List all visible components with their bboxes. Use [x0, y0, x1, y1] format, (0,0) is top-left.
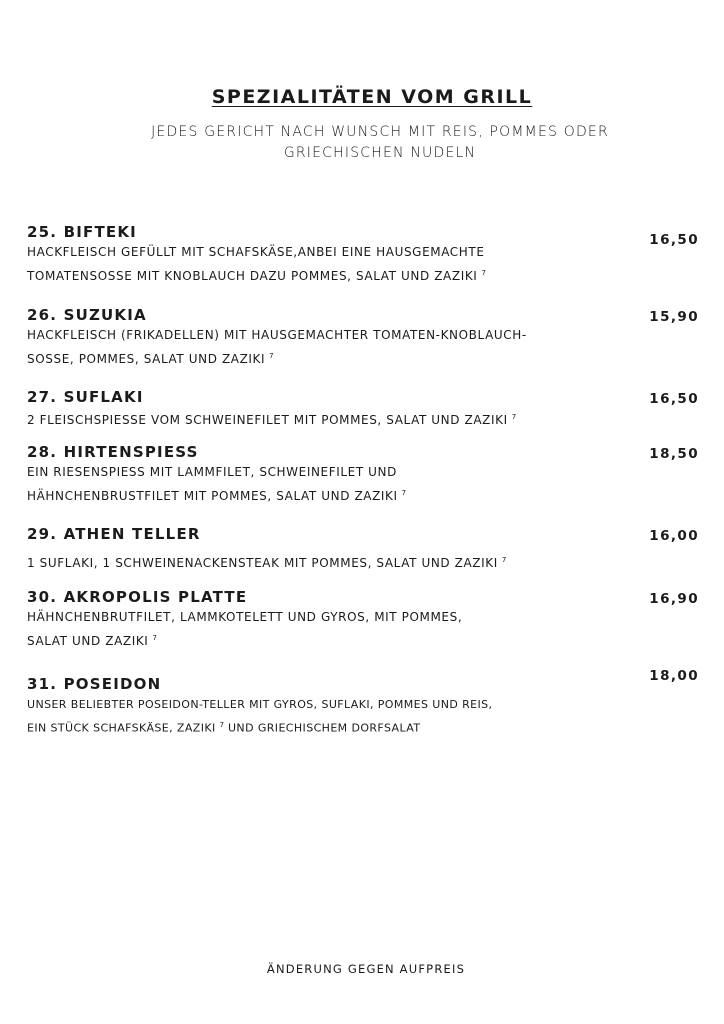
allergen-note: 7 — [511, 413, 517, 421]
item-description: EIN STÜCK SCHAFSKÄSE, ZAZIKI $^7$ UND GRIECHISCHEM DORFSALAT — [27, 721, 421, 735]
item-price: 16,90 — [649, 591, 699, 607]
item-description: 1 SUFLAKI, 1 SCHWEINENACKENSTEAK MIT POMMES, SALAT UND ZAZIKI $^7$ — [27, 556, 507, 570]
item-description: EIN RIESENSPIESS MIT LAMMFILET, SCHWEINEFILET UND — [27, 465, 397, 479]
item-price: 18,00 — [649, 668, 699, 684]
subtitle-line: GRIECHISCHEN NUDELN — [283, 145, 477, 161]
item-name: 28. HIRTENSPIESS — [27, 443, 199, 461]
menu-item — [27, 222, 699, 287]
item-description: SOSSE, POMMES, SALAT UND ZAZIKI $^7$ — [27, 352, 274, 366]
item-price: 16,50 — [649, 391, 699, 407]
item-description: HÄHNCHENBRUSTFILET MIT POMMES, SALAT UND ZAZIKI $^7$ — [27, 489, 407, 503]
page-title: SPEZIALITÄTEN VOM GRILL — [211, 86, 533, 108]
menu-item — [27, 668, 699, 739]
allergen-note: 7 — [152, 634, 157, 642]
page-subtitle — [120, 122, 640, 164]
item-name: 25. BIFTEKI — [27, 223, 137, 241]
item-description: 2 FLEISCHSPIESSE VOM SCHWEINEFILET MIT POMMES, SALAT UND ZAZIKI $^7$ — [27, 413, 517, 427]
item-description: HACKFLEISCH GEFÜLLT MIT SCHAFSKÄSE,ANBEI EINE HAUSGEMACHTE — [27, 245, 485, 259]
item-description: HACKFLEISCH (FRIKADELLEN) MIT HAUSGEMACHTER TOMATEN-KNOBLAUCH- — [27, 328, 527, 342]
item-price: 18,50 — [649, 446, 699, 462]
menu-item — [27, 442, 699, 507]
item-name: 31. POSEIDON — [27, 675, 162, 693]
menu-item — [27, 387, 699, 431]
item-price: 16,50 — [649, 232, 699, 248]
menu-item — [27, 587, 699, 652]
allergen-note: 7 — [219, 721, 225, 729]
item-name: 26. SUZUKIA — [27, 306, 147, 324]
menu-item — [27, 305, 699, 370]
footer-note: ÄNDERUNG GEGEN AUFPREIS — [266, 962, 466, 976]
item-price: 15,90 — [649, 309, 699, 325]
item-description: TOMATENSOSSE MIT KNOBLAUCH DAZU POMMES, SALAT UND ZAZIKI $^7$ — [27, 269, 486, 283]
allergen-note: 7 — [501, 556, 507, 564]
item-name: 30. AKROPOLIS PLATTE — [27, 588, 248, 606]
item-description: HÄHNCHENBRUTFILET, LAMMKOTELETT UND GYROS, MIT POMMES, — [27, 610, 463, 624]
item-name: 29. ATHEN TELLER — [27, 525, 201, 543]
item-name: 27. SUFLAKI — [27, 388, 144, 406]
item-description: UNSER BELIEBTER POSEIDON-TELLER MIT GYROS, SUFLAKI, POMMES UND REIS, — [27, 698, 493, 711]
item-price: 16,00 — [649, 528, 699, 544]
subtitle-line: JEDES GERICHT NACH WUNSCH MIT REIS, POMMES ODER — [151, 124, 609, 140]
allergen-note: 7 — [269, 352, 274, 360]
allergen-note: 7 — [481, 269, 486, 277]
allergen-note: 7 — [401, 489, 407, 497]
menu-item — [27, 524, 699, 574]
item-description: SALAT UND ZAZIKI $^7$ — [27, 634, 157, 648]
